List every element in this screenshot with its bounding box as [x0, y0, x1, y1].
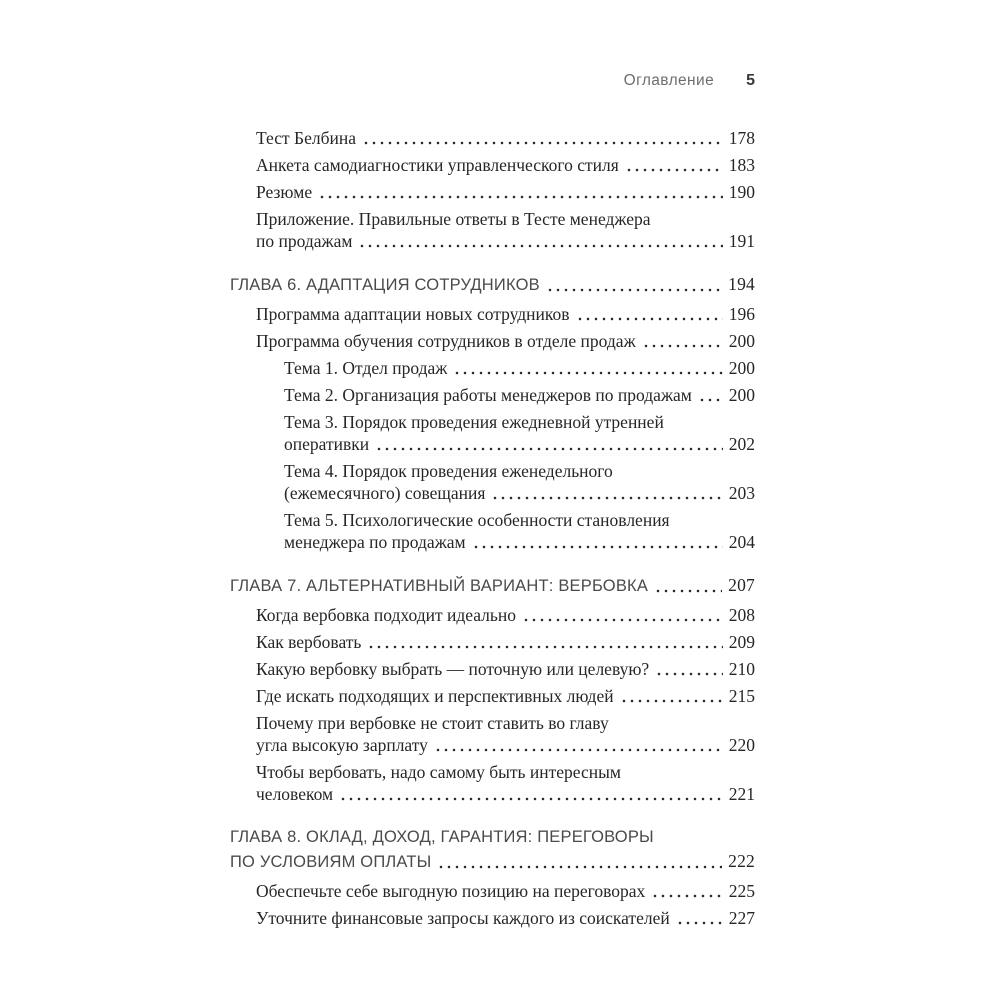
toc-entry-page: 207 — [728, 575, 755, 595]
dot-leader — [472, 531, 723, 553]
page-header — [230, 72, 755, 90]
toc-entry-text: Тема 2. Организация работы менеджеров по продажам — [284, 385, 692, 405]
toc-entry-page: 227 — [728, 908, 755, 928]
toc-entry — [230, 631, 755, 653]
toc-entry-page: 191 — [728, 231, 755, 251]
toc-chapter-entry — [230, 272, 755, 297]
toc-entry-text: Когда вербовка подходит идеально — [256, 605, 517, 625]
toc-chapter-entry — [230, 825, 755, 874]
toc-entry — [230, 761, 755, 805]
toc-entry-page: 215 — [728, 686, 755, 706]
toc-entry-text: ГЛАВА 6. АДАПТАЦИЯ СОТРУДНИКОВ — [230, 276, 540, 294]
dot-leader — [654, 573, 722, 598]
toc-entry-text: ПО УСЛОВИЯМ ОПЛАТЫ — [230, 853, 432, 871]
dot-leader — [655, 658, 723, 680]
toc-entry-text: Тест Белбина — [256, 128, 356, 148]
toc-entry-text: Как вербовать — [256, 632, 362, 652]
dot-leader — [576, 303, 723, 325]
toc-entry-text: Обеспечьте себе выгодную позицию на переговорах — [256, 881, 646, 901]
toc-entry-page: 210 — [728, 659, 755, 679]
toc-entry-text: Где искать подходящих и перспективных людей — [256, 686, 614, 706]
toc-entry-page: 202 — [728, 434, 755, 454]
running-title: Оглавление — [623, 72, 715, 89]
toc-entry-page: 208 — [728, 605, 755, 625]
toc-entry — [230, 154, 755, 176]
toc-entry-page: 196 — [728, 304, 755, 324]
dot-leader — [625, 154, 723, 176]
toc-entry-text: угла высокую зарплату — [256, 735, 428, 755]
toc-entry-text: Программа обучения сотрудников в отделе продаж — [256, 331, 636, 351]
dot-leader — [358, 230, 722, 252]
toc-entry — [230, 880, 755, 902]
toc-entry — [230, 604, 755, 626]
dot-leader — [620, 685, 723, 707]
dot-leader — [698, 384, 723, 406]
toc-list — [230, 127, 755, 929]
toc-entry-page: 225 — [728, 881, 755, 901]
dot-leader — [651, 880, 722, 902]
dot-leader — [367, 631, 722, 653]
toc-entry-page: 209 — [728, 632, 755, 652]
toc-entry-page: 220 — [728, 735, 755, 755]
dot-leader — [375, 433, 723, 455]
dot-leader — [339, 783, 723, 805]
toc-entry-text: Программа адаптации новых сотрудников — [256, 304, 570, 324]
toc-entry-text: Тема 3. Порядок проведения ежедневной утренней — [284, 412, 664, 432]
toc-entry-page: 190 — [728, 182, 755, 202]
toc-entry-page: 194 — [728, 274, 755, 294]
toc-entry — [230, 460, 755, 504]
toc-entry — [230, 658, 755, 680]
toc-entry-text: Тема 1. Отдел продаж — [284, 358, 448, 378]
toc-entry — [230, 712, 755, 756]
dot-leader — [491, 482, 722, 504]
toc-entry-text: оперативки — [284, 434, 370, 454]
toc-entry-text: Почему при вербовке не стоит ставить во главу — [256, 713, 609, 733]
toc-entry-text: Чтобы вербовать, надо самому быть интересным — [256, 762, 621, 782]
toc-entry-page: 221 — [728, 784, 755, 804]
dot-leader — [453, 357, 722, 379]
toc-entry-text: Тема 4. Порядок проведения еженедельного — [284, 461, 613, 481]
dot-leader — [318, 181, 723, 203]
dot-leader — [546, 272, 722, 297]
toc-entry-text: Приложение. Правильные ответы в Тесте менеджера — [256, 209, 651, 229]
toc-entry — [230, 411, 755, 455]
page-number: 5 — [746, 72, 755, 89]
toc-entry-text: человеком — [256, 784, 334, 804]
toc-entry-page: 203 — [728, 483, 755, 503]
dot-leader — [437, 849, 722, 874]
toc-entry-text: ГЛАВА 7. АЛЬТЕРНАТИВНЫЙ ВАРИАНТ: ВЕРБОВКА — [230, 577, 649, 595]
toc-entry — [230, 303, 755, 325]
toc-entry-text: Какую вербовку выбрать — поточную или целевую? — [256, 659, 650, 679]
toc-entry-page: 200 — [728, 358, 755, 378]
dot-leader — [362, 127, 723, 149]
dot-leader — [434, 734, 723, 756]
toc-entry — [230, 509, 755, 553]
toc-entry — [230, 384, 755, 406]
toc-entry — [230, 127, 755, 149]
toc-entry-text: Уточните финансовые запросы каждого из соискателей — [256, 908, 670, 928]
toc-entry-page: 178 — [728, 128, 755, 148]
toc-entry-page: 183 — [728, 155, 755, 175]
toc-chapter-entry — [230, 573, 755, 598]
toc-entry — [230, 330, 755, 352]
toc-entry-text: Тема 5. Психологические особенности становления — [284, 510, 670, 530]
toc-entry-text: менеджера по продажам — [284, 532, 466, 552]
toc-entry-page: 204 — [728, 532, 755, 552]
toc-entry-text: Анкета самодиагностики управленческого стиля — [256, 155, 619, 175]
dot-leader — [642, 330, 723, 352]
toc-entry-text: ГЛАВА 8. ОКЛАД, ДОХОД, ГАРАНТИЯ: ПЕРЕГОВОРЫ — [230, 828, 654, 846]
toc-entry-page: 200 — [728, 385, 755, 405]
toc-entry — [230, 208, 755, 252]
dot-leader — [676, 907, 723, 929]
toc-entry — [230, 357, 755, 379]
dot-leader — [522, 604, 723, 626]
toc-entry-text: (ежемесячного) совещания — [284, 483, 486, 503]
toc-entry-page: 200 — [728, 331, 755, 351]
toc-entry-text: Резюме — [256, 182, 313, 202]
toc-entry-text: по продажам — [256, 231, 353, 251]
toc-entry — [230, 181, 755, 203]
toc-entry — [230, 685, 755, 707]
toc-entry — [230, 907, 755, 929]
toc-entry-page: 222 — [728, 851, 755, 871]
